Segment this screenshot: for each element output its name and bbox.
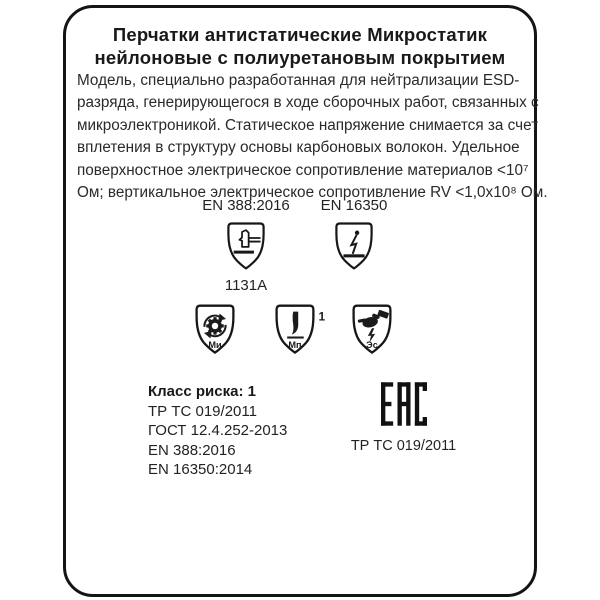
certification-row-primary <box>66 198 534 294</box>
description-line: Ом; вертикальное электрическое сопротивление RV <1,0x10⁸ Ом. <box>77 184 548 202</box>
description-line: Модель, специально разработанная для нейтрализации ESD- <box>77 72 520 89</box>
description-line: микроэлектроникой. Статическое напряжение снимается за счет <box>77 116 539 134</box>
cert-en388 <box>196 198 296 294</box>
product-label-card <box>63 5 548 597</box>
cert-en16350 <box>304 198 404 294</box>
eac-logo <box>381 381 427 427</box>
compliance-standard: EN 16350:2014 <box>148 461 253 479</box>
electrostatic-hand-lightning-icon <box>349 302 395 357</box>
puncture-blade-icon <box>272 302 328 357</box>
compliance-standard: EN 388:2016 <box>148 441 236 459</box>
cert-standard-label: EN 16350 <box>320 197 388 214</box>
protection-code-label: Эс <box>366 339 378 350</box>
title-line-1: Перчатки антистатические Микростатик <box>112 24 488 45</box>
eac-certification-block <box>331 381 476 454</box>
puncture-level-label: 1 <box>318 309 326 324</box>
eac-regulation-label: ТР ТС 019/2011 <box>350 438 457 454</box>
mechanical-gear-arrows-icon <box>192 302 238 357</box>
title-line-2: нейлоновые с полиуретановым покрытием <box>94 47 506 68</box>
en16350-electrostatic-icon <box>332 220 376 273</box>
risk-class-label: Класс риска: 1 <box>148 383 256 400</box>
description-line: разряда, генерирующегося в ходе сборочных работ, связанных с <box>77 94 539 112</box>
cert-standard-label: EN 388:2016 <box>202 197 290 214</box>
description-line: поверхностное электрическое сопротивление материалов <10⁷ <box>77 161 529 179</box>
en388-abrasion-hammer-icon <box>224 220 268 273</box>
page-title <box>66 23 534 69</box>
cert-performance-code: 1131A <box>224 276 268 294</box>
compliance-standard: ТР ТС 019/2011 <box>148 402 257 420</box>
description-line: вплетения в структуру основы карбоновых волокон. Удельное <box>77 139 520 157</box>
compliance-block <box>148 382 287 480</box>
compliance-standard: ГОСТ 12.4.252-2013 <box>148 422 288 440</box>
protection-code-label: Мп <box>288 339 302 350</box>
protection-code-label: Ми <box>208 339 222 350</box>
product-description <box>77 70 548 204</box>
